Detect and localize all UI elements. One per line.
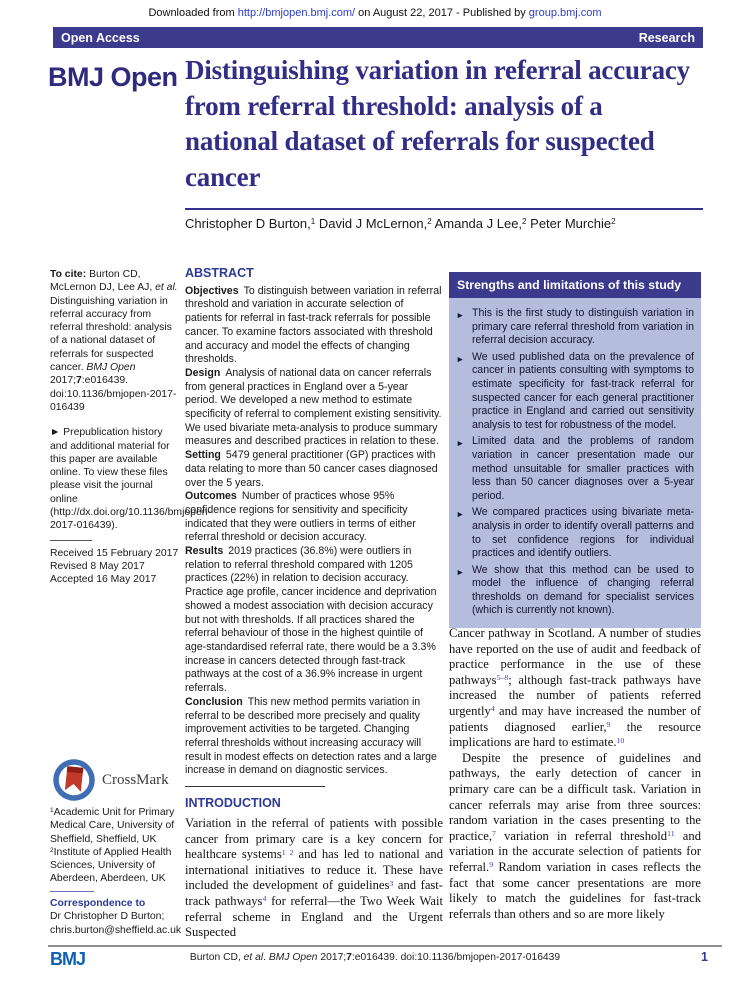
abstract-heading: ABSTRACT bbox=[185, 266, 254, 280]
crossmark-badge[interactable] bbox=[52, 758, 169, 802]
received-date: Received 15 February 2017 bbox=[50, 547, 179, 559]
bullet-arrow-icon: ► bbox=[50, 427, 64, 439]
bullet-arrow-icon: ► bbox=[456, 566, 465, 577]
crossmark-label: CrossMark bbox=[102, 771, 169, 788]
affiliation-2: $^2$Institute of Applied Health Sciences, University of Aberdeen, Aberdeen, UK bbox=[50, 846, 172, 885]
abstract-section-setting: Setting 5479 general practitioner (GP) practices with data relating to more than 50 cancer cases diagnosed over the 5 years. bbox=[185, 449, 438, 489]
intro-paragraph: Variation in the referral of patients with possible cancer from primary care is a key concern for healthcare systems$^{1 2}$ and has led to national and international initiatives to reduce it. These have included the development of guidelines$^3$ and fast-track pathways$^4$ for referral—the Two Week Wait referral scheme in England and the Urgent Suspected bbox=[185, 816, 444, 940]
abstract-section-objectives: Objectives To distinguish between variation in referral threshold and variation in accurate selection of patients for referral in fast-track referrals for possible cancer. To examine factors associated with threshold and accuracy and model the effects of changing thresholds. bbox=[185, 284, 442, 366]
body-paragraph: Cancer pathway in Scotland. A number of studies have reported on the use of audit and feedback of practice performance in the use of these pathways$^{5-8}$; although fast-track pathways have increased the number of patients referred urgently$^4$ and may have increased the number of patients diagnosed earlier,$^9$ the resource implications are hard to estimate.$^{10}$ bbox=[449, 626, 701, 750]
sidebar-divider bbox=[50, 891, 94, 892]
abstract-section-outcomes: Outcomes Number of practices whose 95% confidence regions for sensitivity and specificity indicated that they were outliers in terms of either referral threshold or decision accuracy. bbox=[185, 490, 416, 544]
correspondence-text: Dr Christopher D Burton; chris.burton@sheffield.ac.uk bbox=[50, 911, 182, 936]
abstract-section-results: Results 2019 practices (36.8%) were outliers in relation to referral threshold compared with 1205 practices (22%) in relation to decision accuracy. Practice age profile, cancer incidence and deprivation showed a modest association with decision accuracy but not with thresholds. If all practices shared the referral behaviour of those in the highest quintile of age-standardised referral rate, there would be a 3.3% increase in cancers detected through fast-track pathways at the cost of a 36.9% increase in urgent referrals. bbox=[185, 545, 437, 695]
authors-line: Christopher D Burton,$^1$ David J McLernon,$^2$ Amanda J Lee,$^2$ Peter Murchie$^2$ bbox=[185, 216, 616, 231]
strengths-bullet: ► Limited data and the problems of random variation in cancer presentation made our method unsuitable for smaller practices with less than 50 cancer diagnoses over a 5-year period. bbox=[456, 435, 694, 502]
link[interactable]: 1 2 bbox=[281, 847, 294, 857]
bmj-open-logo: BMJ Open bbox=[48, 62, 178, 92]
bullet-arrow-icon: ► bbox=[456, 438, 465, 449]
link[interactable]: 11 bbox=[667, 829, 675, 839]
bmj-logo: BMJ bbox=[50, 949, 86, 969]
introduction-heading: INTRODUCTION bbox=[185, 796, 281, 810]
strengths-box bbox=[449, 272, 701, 628]
page-number: 1 bbox=[701, 950, 708, 964]
strengths-bullet: ► We used published data on the prevalence of cancer in patients consulting with symptoms to estimate specificity for fast-track referral for suspected cancer for each general practitioner practice in England and carried out sensitivity analysis to test for robustness of the model. bbox=[456, 350, 694, 431]
research-label: Research bbox=[638, 30, 695, 45]
correspondence-label: Correspondence to bbox=[50, 898, 146, 909]
sidebar bbox=[50, 268, 211, 587]
link[interactable]: 4 bbox=[262, 894, 267, 904]
article-title: Distinguishing variation in referral accuracy from referral threshold: analysis of a national dataset of referrals for suspected cancer bbox=[185, 55, 690, 192]
prepublication-note: ► Prepublication history and additional material for this paper are available online. To view these files please visit the journal online (http://dx.doi.org/10.1136/bmjopen-2017-016439). bbox=[50, 427, 211, 532]
strengths-title: Strengths and limitations of this study bbox=[449, 272, 701, 298]
to-cite-note: To cite: Burton CD, McLernon DJ, Lee AJ, et al. Distinguishing variation in referral accuracy from referral threshold: analysis of a national dataset of referrals for suspected cancer. BMJ Open 2017;7:e016439. doi:10.1136/bmjopen-2017-016439 bbox=[50, 269, 178, 413]
bullet-arrow-icon: ► bbox=[456, 353, 465, 364]
bullet-arrow-icon: ► bbox=[456, 310, 465, 320]
link[interactable]: 5–8 bbox=[496, 673, 509, 683]
link[interactable]: 3 bbox=[389, 878, 394, 888]
introduction bbox=[185, 796, 443, 941]
link[interactable]: 9 bbox=[489, 860, 494, 870]
revised-date: Revised 8 May 2017 bbox=[50, 560, 145, 572]
authors-divider bbox=[185, 208, 703, 210]
abstract-end-divider bbox=[185, 786, 325, 787]
link[interactable]: http://bmjopen.bmj.com/ bbox=[237, 7, 356, 19]
affiliation-1: $^1$Academic Unit for Primary Medical Care, University of Sheffield, Sheffield, UK bbox=[50, 807, 175, 845]
correspondence bbox=[50, 897, 182, 937]
link[interactable]: 4 bbox=[490, 704, 495, 714]
body-column-right bbox=[449, 626, 701, 922]
footer-citation: Burton CD, et al. BMJ Open 2017;7:e016439. doi:10.1136/bmjopen-2017-016439 bbox=[189, 952, 561, 963]
abstract-section-design: Design Analysis of national data on cancer referrals from general practices in England over a 5-year period. We developed a new method to estimate specificity of referral to complement existing sensitivity. We used bivariate meta-analysis to produce summary measures and described practices in relation to these. bbox=[185, 366, 442, 448]
strengths-bullet: ► We compared practices using bivariate meta-analysis in order to identify overall patterns and to set confidence regions for individual practices and identify outliers. bbox=[456, 506, 694, 560]
link[interactable]: 10 bbox=[616, 735, 625, 745]
accepted-date: Accepted 16 May 2017 bbox=[50, 574, 157, 586]
link[interactable]: 9 bbox=[606, 720, 611, 730]
strengths-bullet: ► This is the first study to distinguish variation in primary care referral threshold from variation in referral decision accuracy. bbox=[456, 307, 694, 347]
footer-divider bbox=[48, 945, 722, 947]
sidebar-divider bbox=[50, 540, 92, 541]
strengths-body bbox=[449, 298, 701, 628]
download-header: Downloaded from http://bmjopen.bmj.com/ on August 22, 2017 - Published by group.bmj.com bbox=[148, 7, 602, 19]
open-access-label: Open Access bbox=[61, 30, 140, 45]
strengths-bullet: ► We show that this method can be used to model the influence of changing referral thresholds on demand for specialist services (which is currently not known). bbox=[456, 563, 694, 617]
link[interactable]: 7 bbox=[492, 829, 496, 839]
body-paragraph: Despite the presence of guidelines and pathways, the early detection of cancer in primary care can be a difficult task. Variation in cancer referrals may arise from three sources: random variation in the cases presenting to the practice,$^7$ variation in referral threshold$^{11}$ and variation in the accurate selection of patients for referral.$^9$ Random variation in cases reflects the fact that some cancer presentations are more likely to match the guidelines for fast-track referrals than others and so are more likely bbox=[449, 750, 701, 921]
abstract bbox=[185, 267, 443, 787]
link[interactable]: group.bmj.com bbox=[528, 7, 602, 19]
abstract-section-conclusion: Conclusion This new method permits variation in referral to be described more precisely and quality improvement activities to be targeted. Changing referral thresholds without increasing accuracy will result in modest effects on detection rates and a large increase in demand on diagnostic services. bbox=[185, 695, 437, 777]
crossmark-icon bbox=[52, 758, 96, 802]
affiliations bbox=[50, 806, 182, 886]
bullet-arrow-icon: ► bbox=[456, 509, 465, 520]
access-bar bbox=[53, 27, 703, 48]
